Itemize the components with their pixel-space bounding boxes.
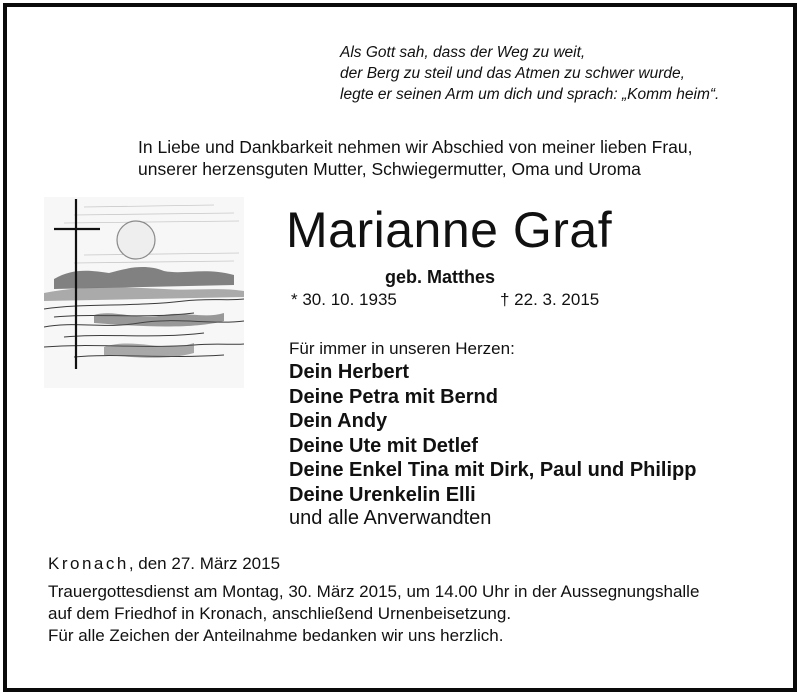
poem-line: Als Gott sah, dass der Weg zu weit, (340, 44, 586, 61)
maiden-name: geb. Matthes (385, 267, 496, 287)
place-date (48, 554, 280, 574)
intro-text (138, 136, 758, 180)
service-line: Trauergottesdienst am Montag, 30. März 2015, um 14.00 Uhr in der Aussegnungshalle (48, 582, 700, 601)
poem-line: legte er seinen Arm um dich und sprach: „Komm heim“. (340, 86, 720, 103)
deceased-name: Marianne Graf (286, 202, 613, 258)
poem-line: der Berg zu steil und das Atmen zu schwer wurde, (340, 65, 685, 82)
relatives-line: und alle Anverwandten (289, 507, 492, 529)
mourners-heading: Für immer in unseren Herzen: (289, 339, 515, 358)
notice-date: , den 27. März 2015 (128, 554, 281, 573)
poem (340, 42, 719, 105)
intro-line: In Liebe und Dankbarkeit nehmen wir Abschied von meiner lieben Frau, (138, 137, 693, 157)
intro-line: unserer herzensguten Mutter, Schwiegermutter, Oma und Uroma (138, 159, 641, 179)
mourners-list (289, 360, 696, 507)
service-info (48, 581, 699, 625)
mourner-item: Dein Herbert (289, 361, 410, 383)
sun-icon (117, 221, 155, 259)
thanks-line: Für alle Zeichen der Anteilnahme bedanken wir uns herzlich. (48, 626, 504, 645)
service-line: auf dem Friedhof in Kronach, anschließend Urnenbeisetzung. (48, 604, 512, 623)
landscape-sketch (44, 197, 244, 388)
mourner-item: Dein Andy (289, 410, 388, 432)
mourner-item: Deine Enkel Tina mit Dirk, Paul und Philipp (289, 459, 697, 481)
death-date: † 22. 3. 2015 (500, 290, 600, 309)
mourner-item: Deine Ute mit Detlef (289, 434, 478, 457)
birth-date: * 30. 10. 1935 (291, 290, 397, 309)
mourner-item: Deine Urenkelin Elli (289, 483, 476, 506)
memorial-artwork (44, 197, 244, 388)
mourner-item: Deine Petra mit Bernd (289, 385, 498, 408)
place-name: Kronach (48, 554, 129, 573)
